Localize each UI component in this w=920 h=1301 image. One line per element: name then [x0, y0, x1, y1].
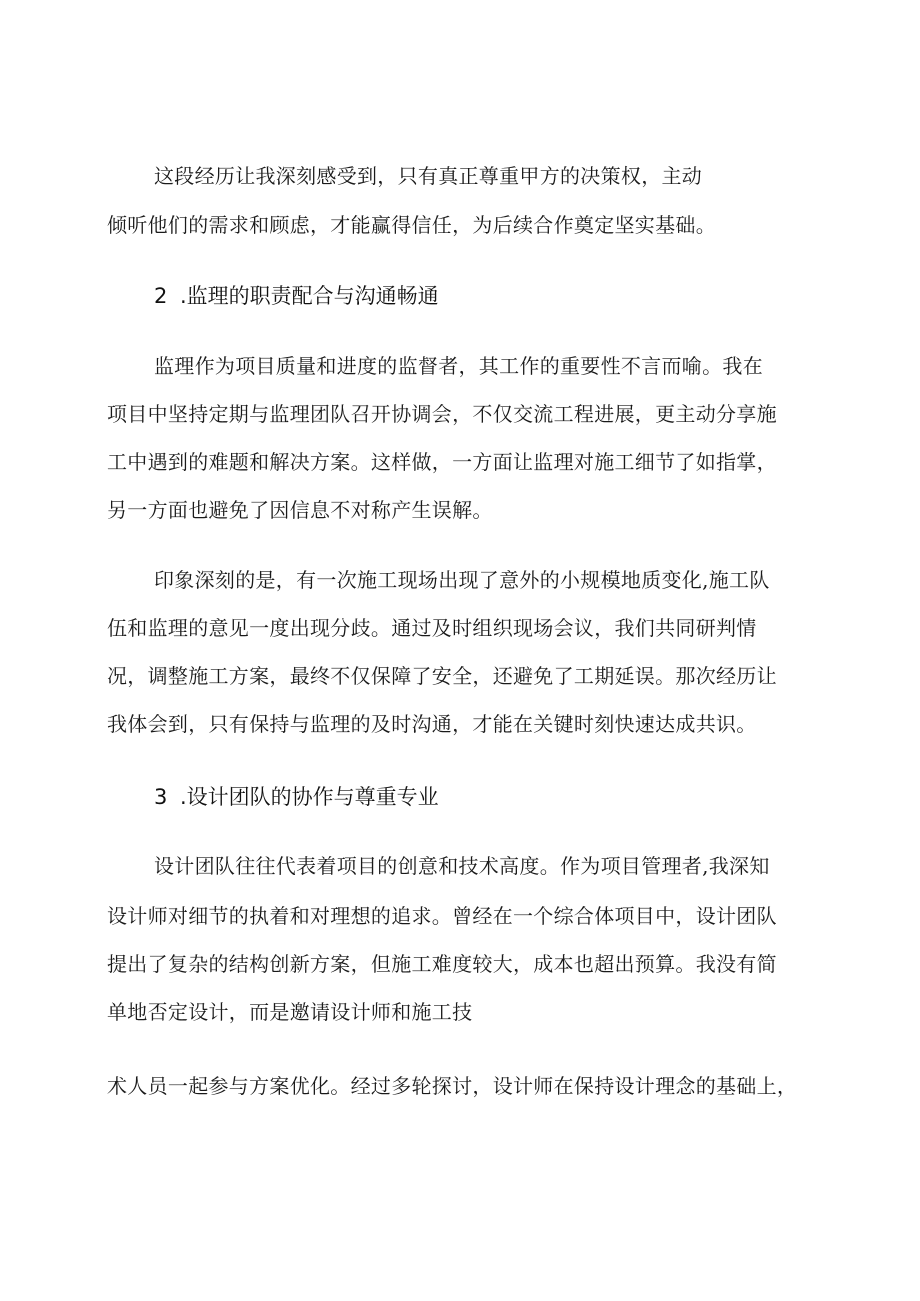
- section-heading-2: [154, 281, 439, 311]
- text-line: 另一方面也避免了因信息不对称产生误解。: [107, 498, 493, 522]
- text-line: 这段经历让我深刻感受到，只有真正尊重甲方的决策权，主动: [154, 164, 703, 188]
- text-line: 提出了复杂的结构创新方案，但施工难度较大，成本也超出预算。我没有简: [107, 952, 777, 976]
- text-line: 伍和监理的意见一度出现分歧。通过及时组织现场会议，我们共同研判情: [107, 616, 757, 640]
- text-line: 设计团队往往代表着项目的创意和技术高度。作为项目管理者,我深知: [154, 854, 770, 878]
- text-line: 工中遇到的难题和解决方案。这样做，一方面让监理对施工细节了如指掌，: [107, 450, 777, 474]
- text-line: 倾听他们的需求和顾虑，才能赢得信任，为后续合作奠定坚实基础。: [107, 213, 716, 237]
- heading-text: .设计团队的协作与尊重专业: [180, 785, 439, 809]
- section-heading-3: [154, 782, 439, 812]
- text-line: 设计师对细节的执着和对理想的追求。曾经在一个综合体项目中，设计团队: [107, 904, 777, 928]
- text-line: 况，调整施工方案，最终不仅保障了安全，还避免了工期延误。那次经历让: [107, 664, 777, 688]
- heading-text: .监理的职责配合与沟通畅通: [180, 284, 439, 308]
- text-line: 单地否定设计，而是邀请设计师和施工技: [107, 1000, 473, 1024]
- text-line: 项目中坚持定期与监理团队召开协调会，不仅交流工程进展，更主动分享施: [107, 402, 777, 426]
- heading-number: 3: [154, 785, 168, 809]
- heading-number: 2: [154, 284, 168, 308]
- text-line: 我体会到，只有保持与监理的及时沟通，才能在关键时刻快速达成共识。: [107, 712, 757, 736]
- text-line: 术人员一起参与方案优化。经过多轮探讨，设计师在保持设计理念的基础上，: [107, 1074, 798, 1098]
- text-line: 监理作为项目质量和进度的监督者，其工作的重要性不言而喻。我在: [154, 354, 763, 378]
- text-line: 印象深刻的是，有一次施工现场出现了意外的小规模地质变化,施工队: [154, 568, 770, 592]
